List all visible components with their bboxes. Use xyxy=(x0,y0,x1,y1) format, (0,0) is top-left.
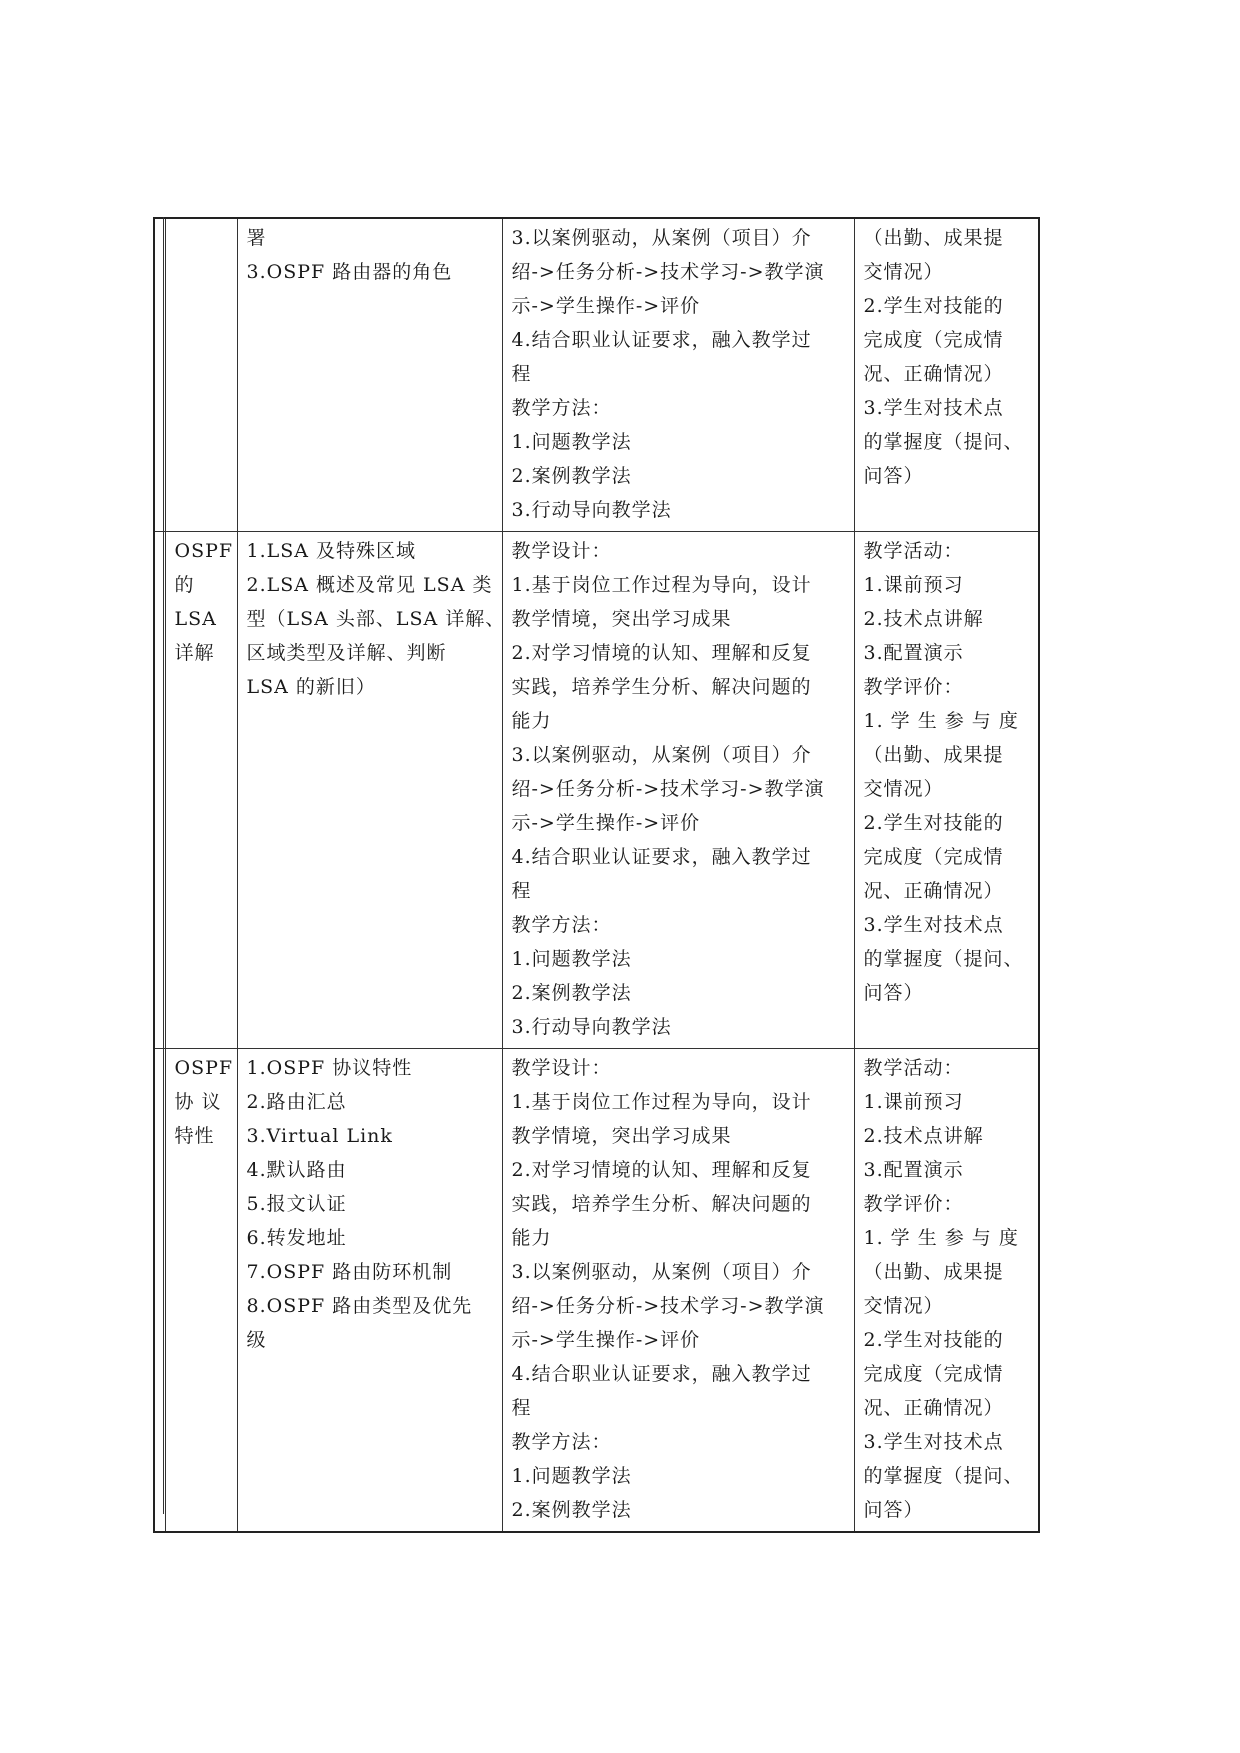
design-line: 程 xyxy=(511,363,532,385)
assessment-line: 问答） xyxy=(863,1499,924,1521)
assessment-line: 交情况） xyxy=(863,1295,944,1317)
design-line: 1.问题教学法 xyxy=(511,431,632,453)
assessment-line: 2.学生对技能的 xyxy=(863,812,1004,834)
design-line: 1.问题教学法 xyxy=(511,1465,632,1487)
content-line: 3.Virtual Link xyxy=(246,1125,393,1147)
assessment-line: 教学活动： xyxy=(863,1057,964,1079)
design-line: 示->学生操作->评价 xyxy=(511,812,701,834)
assessment-line: 3.学生对技术点 xyxy=(863,1431,1004,1453)
topic-cell xyxy=(165,532,237,1049)
content-line: 2.路由汇总 xyxy=(246,1091,347,1113)
topic-line: OSPF xyxy=(174,1057,234,1079)
design-line: 教学设计： xyxy=(511,540,612,562)
design-line: 3.以案例驱动，从案例（项目）介 xyxy=(511,1261,812,1283)
assessment-cell xyxy=(854,1049,1039,1533)
content-cell xyxy=(237,1049,502,1533)
design-line: 3.以案例驱动，从案例（项目）介 xyxy=(511,227,812,249)
table-row xyxy=(154,218,1039,532)
design-line: 教学设计： xyxy=(511,1057,612,1079)
design-cell xyxy=(502,1049,854,1533)
table-row xyxy=(154,1049,1039,1533)
design-line: 2.案例教学法 xyxy=(511,1499,632,1521)
content-line: 1.OSPF 协议特性 xyxy=(246,1057,413,1079)
assessment-line: 交情况） xyxy=(863,261,944,283)
assessment-line: （出勤、成果提 xyxy=(863,227,1004,249)
topic-line: 详解 xyxy=(174,642,215,664)
assessment-line: 完成度（完成情 xyxy=(863,1363,1004,1385)
design-line: 示->学生操作->评价 xyxy=(511,1329,701,1351)
design-line: 程 xyxy=(511,880,532,902)
content-line: LSA 的新旧） xyxy=(246,676,376,698)
assessment-line: 教学评价： xyxy=(863,1193,964,1215)
assessment-line: 况、正确情况） xyxy=(863,363,1004,385)
design-line: 3.以案例驱动，从案例（项目）介 xyxy=(511,744,812,766)
content-line: 署 xyxy=(246,227,267,249)
content-line: 8.OSPF 路由类型及优先 xyxy=(246,1295,473,1317)
topic-line: LSA xyxy=(174,608,217,630)
design-line: 实践，培养学生分析、解决问题的 xyxy=(511,1193,812,1215)
assessment-line: 交情况） xyxy=(863,778,944,800)
content-line: 区域类型及详解、判断 xyxy=(246,642,447,664)
assessment-line: （出勤、成果提 xyxy=(863,744,1004,766)
design-line: 绍->任务分析->技术学习->教学演 xyxy=(511,261,825,283)
content-line: 7.OSPF 路由防环机制 xyxy=(246,1261,453,1283)
design-line: 2.对学习情境的认知、理解和反复 xyxy=(511,642,812,664)
assessment-line: 教学活动： xyxy=(863,540,964,562)
topic-line: OSPF xyxy=(174,540,234,562)
assessment-line: 2.学生对技能的 xyxy=(863,1329,1004,1351)
design-line: 能力 xyxy=(511,710,552,732)
assessment-line: 问答） xyxy=(863,982,924,1004)
assessment-line: 3.配置演示 xyxy=(863,1159,964,1181)
design-line: 教学方法： xyxy=(511,914,612,936)
assessment-line: 2.学生对技能的 xyxy=(863,295,1004,317)
topic-line: 协 议 xyxy=(174,1091,222,1113)
design-line: 4.结合职业认证要求，融入教学过 xyxy=(511,846,812,868)
assessment-cell xyxy=(854,218,1039,532)
assessment-line: 2.技术点讲解 xyxy=(863,1125,984,1147)
design-line: 3.行动导向教学法 xyxy=(511,499,672,521)
assessment-line: 1.课前预习 xyxy=(863,574,964,596)
design-line: 3.行动导向教学法 xyxy=(511,1016,672,1038)
design-cell xyxy=(502,218,854,532)
assessment-cell xyxy=(854,532,1039,1049)
assessment-line: 况、正确情况） xyxy=(863,880,1004,902)
content-line: 4.默认路由 xyxy=(246,1159,347,1181)
topic-cell xyxy=(165,1049,237,1533)
design-line: 2.对学习情境的认知、理解和反复 xyxy=(511,1159,812,1181)
content-line: 2.LSA 概述及常见 LSA 类 xyxy=(246,574,493,596)
content-line: 6.转发地址 xyxy=(246,1227,347,1249)
table-left-double-rule xyxy=(163,217,164,1514)
design-line: 1.基于岗位工作过程为导向，设计 xyxy=(511,1091,812,1113)
design-line: 1.基于岗位工作过程为导向，设计 xyxy=(511,574,812,596)
design-line: 1.问题教学法 xyxy=(511,948,632,970)
design-line: 2.案例教学法 xyxy=(511,465,632,487)
content-line: 1.LSA 及特殊区域 xyxy=(246,540,417,562)
assessment-line: 3.学生对技术点 xyxy=(863,914,1004,936)
content-cell xyxy=(237,218,502,532)
content-line: 级 xyxy=(246,1329,267,1351)
design-line: 4.结合职业认证要求，融入教学过 xyxy=(511,329,812,351)
assessment-line: 教学评价： xyxy=(863,676,964,698)
assessment-line: 况、正确情况） xyxy=(863,1397,1004,1419)
table-row xyxy=(154,532,1039,1049)
design-line: 教学方法： xyxy=(511,1431,612,1453)
assessment-line: 1.课前预习 xyxy=(863,1091,964,1113)
assessment-line: 完成度（完成情 xyxy=(863,329,1004,351)
assessment-line: 3.学生对技术点 xyxy=(863,397,1004,419)
assessment-line: 1. 学 生 参 与 度 xyxy=(863,1227,1019,1249)
design-line: 2.案例教学法 xyxy=(511,982,632,1004)
assessment-line: （出勤、成果提 xyxy=(863,1261,1004,1283)
content-cell xyxy=(237,532,506,1049)
topic-line: 的 xyxy=(174,574,195,596)
design-line: 教学情境，突出学习成果 xyxy=(511,1125,732,1147)
design-line: 能力 xyxy=(511,1227,552,1249)
topic-line: 特性 xyxy=(174,1125,215,1147)
topic-cell xyxy=(165,218,237,532)
assessment-line: 完成度（完成情 xyxy=(863,846,1004,868)
design-line: 绍->任务分析->技术学习->教学演 xyxy=(511,1295,825,1317)
design-line: 教学方法： xyxy=(511,397,612,419)
design-line: 4.结合职业认证要求，融入教学过 xyxy=(511,1363,812,1385)
design-line: 绍->任务分析->技术学习->教学演 xyxy=(511,778,825,800)
assessment-line: 的掌握度（提问、 xyxy=(863,1465,1024,1487)
assessment-line: 问答） xyxy=(863,465,924,487)
assessment-line: 3.配置演示 xyxy=(863,642,964,664)
design-line: 示->学生操作->评价 xyxy=(511,295,701,317)
assessment-line: 的掌握度（提问、 xyxy=(863,948,1024,970)
course-table xyxy=(153,217,1040,1533)
content-line: 型（LSA 头部、LSA 详解、 xyxy=(246,608,506,630)
design-line: 实践，培养学生分析、解决问题的 xyxy=(511,676,812,698)
design-line: 教学情境，突出学习成果 xyxy=(511,608,732,630)
content-line: 3.OSPF 路由器的角色 xyxy=(246,261,453,283)
assessment-line: 的掌握度（提问、 xyxy=(863,431,1024,453)
design-cell xyxy=(502,532,854,1049)
content-line: 5.报文认证 xyxy=(246,1193,347,1215)
assessment-line: 1. 学 生 参 与 度 xyxy=(863,710,1019,732)
design-line: 程 xyxy=(511,1397,532,1419)
assessment-line: 2.技术点讲解 xyxy=(863,608,984,630)
